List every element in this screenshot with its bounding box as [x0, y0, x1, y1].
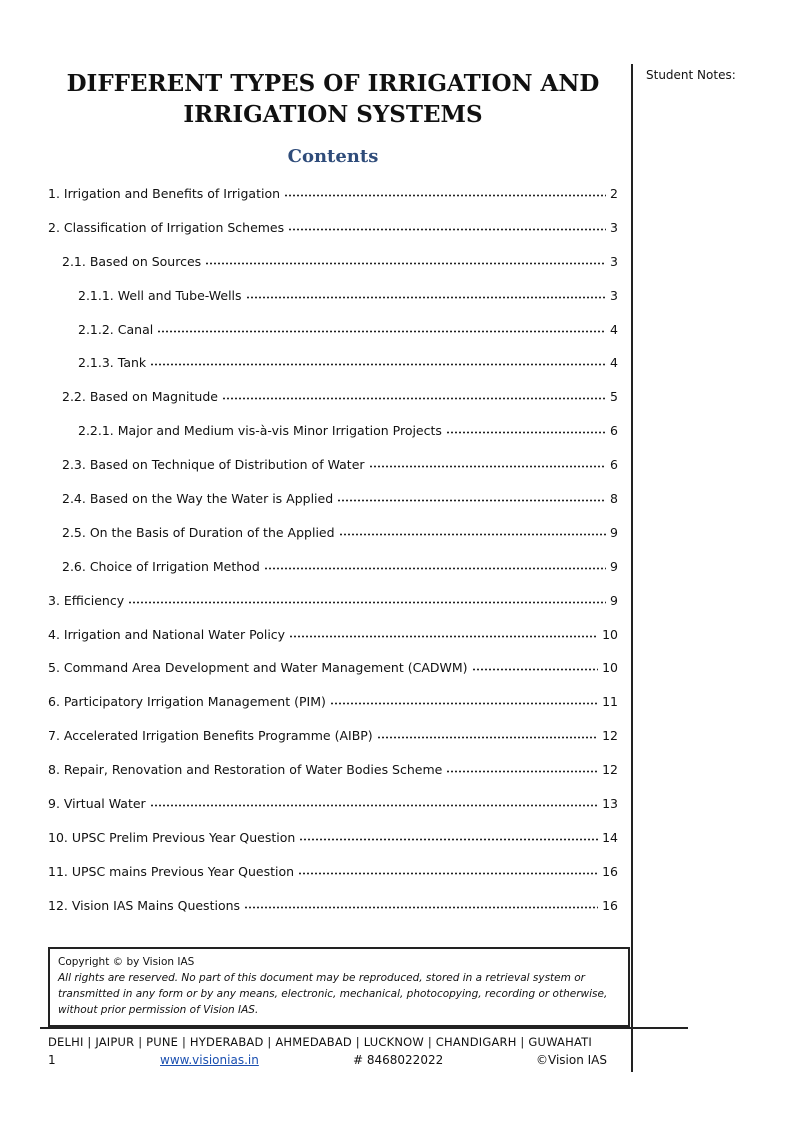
page-number: 1 — [48, 1053, 56, 1067]
toc-entry-page: 12 — [602, 762, 618, 778]
toc-entry-title: 2.1.2. Canal — [78, 321, 154, 337]
student-notes-label: Student Notes: — [646, 68, 736, 82]
toc-dot-leader — [298, 872, 598, 875]
footer-row — [48, 1053, 608, 1071]
toc-entry[interactable] — [48, 186, 618, 220]
toc-entry[interactable] — [48, 491, 618, 525]
toc-entry-page: 2 — [610, 186, 618, 201]
toc-entry-title: 6. Participatory Irrigation Management (PIM) — [48, 694, 326, 710]
website-link[interactable]: www.visionias.in — [160, 1053, 259, 1067]
toc-entry[interactable] — [48, 593, 618, 627]
toc-entry-title: 2.6. Choice of Irrigation Method — [62, 558, 260, 574]
table-of-contents — [48, 186, 618, 932]
toc-dot-leader — [339, 533, 607, 536]
toc-entry-page: 8 — [610, 491, 618, 507]
toc-entry-page: 9 — [610, 558, 618, 574]
toc-entry[interactable] — [48, 898, 618, 932]
title-line-1: DIFFERENT TYPES OF IRRIGATION AND — [66, 70, 600, 97]
toc-entry[interactable] — [48, 694, 618, 728]
toc-entry-page: 10 — [602, 660, 618, 676]
toc-dot-leader — [446, 770, 598, 773]
toc-entry-title: 12. Vision IAS Mains Questions — [48, 897, 241, 913]
copyright-body: All rights are reserved. No part of this document may be reproduced, stored in a retrieval system or transmitted in any form or by any means, electronic, mechanical, photocopying, recording or otherwise, without prior permission of Vision IAS. — [58, 972, 608, 1016]
toc-entry-title: 11. UPSC mains Previous Year Question — [48, 863, 295, 879]
toc-entry-page: 3 — [610, 253, 618, 269]
toc-entry[interactable] — [48, 254, 618, 288]
toc-entry-page: 6 — [610, 423, 618, 439]
toc-dot-leader — [205, 262, 606, 265]
toc-entry[interactable] — [48, 796, 618, 830]
toc-entry-title: 2.5. On the Basis of Duration of the Applied — [62, 524, 335, 540]
toc-dot-leader — [244, 906, 598, 909]
toc-dot-leader — [446, 431, 606, 434]
toc-entry-page: 12 — [602, 728, 618, 744]
toc-entry-page: 9 — [610, 524, 618, 540]
toc-dot-leader — [472, 668, 599, 671]
toc-dot-leader — [369, 465, 607, 468]
toc-dot-leader — [128, 601, 606, 604]
toc-entry-title: 2.2.1. Major and Medium vis-à-vis Minor Irrigation Projects — [78, 423, 442, 439]
toc-entry[interactable] — [48, 627, 618, 661]
toc-entry[interactable] — [48, 220, 618, 254]
toc-entry-title: 2.1.3. Tank — [78, 355, 147, 371]
toc-dot-leader — [330, 702, 598, 705]
toc-entry[interactable] — [48, 423, 618, 457]
toc-entry-title: 1. Irrigation and Benefits of Irrigation — [48, 186, 281, 201]
toc-entry-page: 3 — [610, 219, 618, 235]
toc-entry-page: 14 — [602, 829, 618, 845]
brand-mark: ©Vision IAS — [536, 1053, 607, 1067]
toc-dot-leader — [150, 363, 606, 366]
toc-dot-leader — [246, 296, 607, 299]
toc-entry-title: 2.1.1. Well and Tube-Wells — [78, 287, 242, 303]
copyright-title: Copyright © by Vision IAS — [58, 956, 195, 968]
toc-entry[interactable] — [48, 457, 618, 491]
toc-entry-title: 7. Accelerated Irrigation Benefits Programme (AIBP) — [48, 728, 373, 744]
footer-divider-line — [40, 1027, 688, 1029]
toc-entry-title: 2.3. Based on Technique of Distribution of Water — [62, 457, 365, 473]
toc-entry[interactable] — [48, 830, 618, 864]
toc-entry-title: 8. Repair, Renovation and Restoration of Water Bodies Scheme — [48, 762, 443, 778]
toc-dot-leader — [377, 736, 598, 739]
toc-entry-title: 4. Irrigation and National Water Policy — [48, 626, 286, 642]
toc-entry[interactable] — [48, 559, 618, 593]
contents-heading: Contents — [287, 146, 379, 167]
toc-entry-page: 6 — [610, 457, 618, 473]
toc-dot-leader — [150, 804, 598, 807]
toc-entry[interactable] — [48, 288, 618, 322]
footer-cities: DELHI | JAIPUR | PUNE | HYDERABAD | AHMEDABAD | LUCKNOW | CHANDIGARH | GUWAHATI — [48, 1035, 592, 1049]
copyright-box — [48, 947, 630, 1027]
toc-dot-leader — [157, 330, 606, 333]
toc-entry[interactable] — [48, 762, 618, 796]
toc-entry-page: 3 — [610, 287, 618, 303]
toc-entry[interactable] — [48, 355, 618, 389]
toc-entry[interactable] — [48, 389, 618, 423]
toc-dot-leader — [264, 567, 606, 570]
toc-entry[interactable] — [48, 525, 618, 559]
toc-entry-page: 5 — [610, 389, 618, 405]
toc-entry-title: 2.4. Based on the Way the Water is Applied — [62, 491, 334, 507]
phone-number: # 8468022022 — [353, 1053, 444, 1067]
toc-entry[interactable] — [48, 322, 618, 356]
toc-entry-page: 9 — [610, 592, 618, 608]
toc-entry-title: 10. UPSC Prelim Previous Year Question — [48, 829, 296, 845]
toc-entry-title: 2. Classification of Irrigation Schemes — [48, 219, 285, 235]
toc-entry-page: 13 — [602, 796, 618, 812]
toc-entry-title: 2.1. Based on Sources — [62, 253, 202, 269]
toc-dot-leader — [289, 635, 598, 638]
toc-entry-page: 4 — [610, 355, 618, 371]
toc-entry-title: 2.2. Based on Magnitude — [62, 389, 218, 405]
toc-entry-page: 16 — [602, 897, 618, 913]
toc-entry-title: 5. Command Area Development and Water Management (CADWM) — [48, 660, 468, 676]
toc-entry-page: 10 — [602, 626, 618, 642]
toc-dot-leader — [299, 838, 598, 841]
toc-dot-leader — [222, 397, 606, 400]
toc-dot-leader — [288, 228, 606, 231]
toc-entry-page: 11 — [602, 694, 618, 710]
toc-entry[interactable] — [48, 864, 618, 898]
notes-divider-line — [631, 64, 633, 1072]
toc-entry-page: 4 — [610, 321, 618, 337]
toc-entry-title: 3. Efficiency — [48, 592, 125, 608]
title-line-2: IRRIGATION SYSTEMS — [183, 101, 483, 128]
toc-dot-leader — [284, 194, 606, 197]
toc-entry-title: 9. Virtual Water — [48, 796, 146, 812]
document-title — [40, 68, 626, 130]
toc-entry-page: 16 — [602, 863, 618, 879]
toc-entry[interactable] — [48, 660, 618, 694]
toc-entry[interactable] — [48, 728, 618, 762]
toc-dot-leader — [337, 499, 606, 502]
